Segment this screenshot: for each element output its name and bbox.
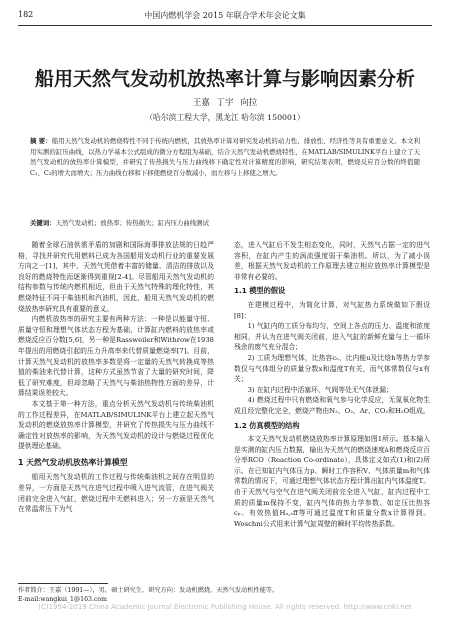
abstract-block [30, 136, 420, 178]
abstract-text: 船用天然气发动机的燃烧特性不同于传统内燃机，其放热率计算对研究发动机的动力性、排放性、经济性等具有重要意义。本文利用实测的缸压曲线，以热力学基本公式组成的微分方程组为基础，结合天然气发动机燃烧特性，在MATLAB/SIMULINK平台上建立了天然气发动机的放热率计算模型，并研究了传热损失与压力曲线移下确定性对计算精度的影响，研究结果表明，燃烧反应百分数的终值随C₁、C₂的增大而增大；压力曲线右移和下移使燃烧百分数减小，而左移与上移使之增大。 [30, 137, 420, 177]
author-email: E-mail:wangkui_1@163.com [18, 596, 108, 603]
keywords-text: 天然气发动机；放热率；传热损失；缸内压力曲线测试 [55, 219, 209, 227]
running-header [18, 10, 432, 24]
journal-name: 中国内燃机学会 2015 年联合学术年会论文集 [144, 11, 306, 20]
subsection-heading: 1.1 模型的假设 [234, 286, 286, 296]
body-paragraph: 本文天然气发动机燃烧放热率计算原理如图1所示。基本输入是实测的缸内压力数据，输出为天然气的燃烧速度ȧ和燃烧反应百分率RCO（Reaction Co-ordinate），具体定义如式(1)和(2)所示。在已知缸内气体压力p、瞬时工作容积V、气体质量m和气体常数的情况下，可通过理想气体状态方程计算出缸内气体温度T。由于天然气与空气在进气阀关闭前完全进入气缸，缸内过程中工质的质量m保持不变，缸内气体的热力学参数、如定压比热容cₚ、有效热值Hᵤ,ₑff等可通过温度T和质量分数x计算得到。Woschni公式用来计算气缸周壁的瞬时平均传热系数。 [234, 435, 430, 528]
footnote [18, 586, 438, 604]
assumption-item: 3) 在缸内过程中活塞环、气阀等处无气体泄漏； [247, 385, 393, 394]
author-list: 王嘉 丁宇 向拉 [192, 98, 258, 108]
copyright-watermark: (C)1994-2019 China Academic Journal Electronic Publishing House. All rights reserved. http://www.cnki.net [38, 603, 412, 611]
keywords-block [30, 218, 420, 227]
author-bio: 作者简介：王嘉（1991—），男，硕士研究生，研究方向：发动机燃烧、天然气发动机性能等。 [18, 587, 279, 594]
intro-paragraph: 随着全球石油供需矛盾的加剧和国际海事排放法规的日趋严格，寻找并研究代用燃料已成为各国船用发动机行业的重要发展方向之一[1]，其中，天然气凭借着丰富的储量、清洁的排放以及良好的燃烧特性而逐渐得到重视[2-4]。尽管船用天然气发动机的结构参数与传统内燃机相近，但由于天然气特殊的理化特性，其燃烧特征不同于柴油机和汽油机，因此，船用天然气发动机的燃烧放热率研究具有重要的意义。 [18, 241, 214, 313]
left-column [18, 240, 214, 515]
body-paragraph: 船用天然气发动机的工作过程与传统柴油机之间存在明显的差异，一方面是天然气在进气过程中喷入进气流管，在进气阀关闭前完全进入气缸，燃烧过程中无燃料进入；另一方面是天然气在常温常压下为气 [18, 473, 214, 514]
section-heading: 1 天然气发动机放热率计算模型 [18, 457, 128, 467]
footnote-rule [18, 583, 108, 584]
keywords-label: 关键词： [30, 219, 56, 227]
body-paragraph: 态，进入气缸后不发生相态变化，同时，天然气占据一定的进气容积，在缸内产生的涡流强度弱于柴油机。所以，为了减小误差，根据天然气发动机的工作原理去建立相应放热率计算模型是非常有必要的。 [234, 241, 430, 281]
right-column [234, 240, 430, 529]
assumption-item: 2) 工质为理想气体，比热容cᵥ、比内能u及比焓h等热力学参数仅与气体组分的质量分数x和温度T有关，而气体常数仅与x有关； [234, 353, 430, 384]
assumption-item: 4) 燃烧过程中只有燃烧和氧气参与化学反应，无氮氧化物生成且经完整化完全，燃烧产物由N₂、O₂、Ar、CO₂和H₂O组成。 [234, 396, 430, 415]
intro-paragraph: 本文基于第一种方法，重点分析天然气发动机与传统柴油机的工作过程差异，在MATLAB/SIMULINK平台上建立起天然气发动机的燃烧放热率计算模型，并研究了传热损失与压力曲线不确定性对放热率的影响，为天然气发动机的设计与燃烧过程优化提供理论基础。 [18, 399, 214, 451]
page-number: 182 [18, 10, 34, 19]
paper-title: 船用天然气发动机放热率计算与影响因素分析 [34, 68, 415, 90]
header-rule [18, 25, 432, 26]
assumption-item: 1) 气缸内的工质分布均匀，空间上各点的压力、温度和浓度相同，并认为在进气阀关闭前，进入气缸的新鲜充量与上一循环残余的废气充分混合； [234, 322, 430, 352]
abstract-label: 摘 要： [30, 137, 52, 145]
subsection-heading: 1.2 仿真模型的结构 [234, 420, 300, 430]
body-paragraph: 在建模过程中，为简化计算，对气缸热力系统做如下假设[8]： [234, 300, 430, 320]
intro-paragraph: 内燃机放热率的研究主要有两种方法：一种是以能量守恒、质量守恒和理想气体状态方程为基础，计算缸内燃料的放热率或燃烧反应百分数[5,6]，另一种是Rassweiler和Withrow在1938年提出的用燃烧引起的压力升高率来代替质量燃烧率[7]。目前，计算天然气发动机的放热率多数是将一定量的天然气转换成等热值的柴油来代替计算，这种方式虽然节省了大量的研究时间，降低了研究难度，但却忽略了天然气与柴油热物性方面的差异，计算结果误差较大。 [18, 315, 214, 398]
affiliation: （哈尔滨工程大学，黑龙江 哈尔滨 150001） [145, 113, 305, 122]
